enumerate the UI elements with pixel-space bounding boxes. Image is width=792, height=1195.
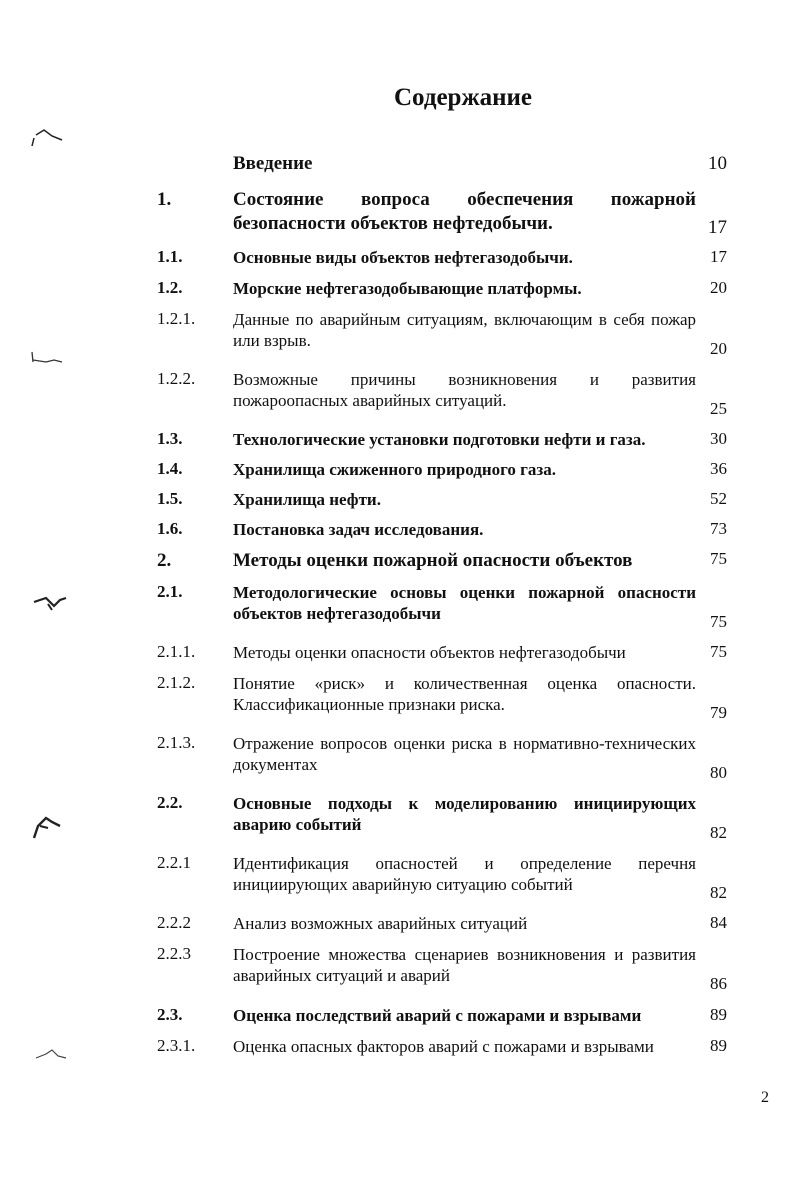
toc-entry-title: Построение множества сценариев возникновения и развития аварийных ситуаций и аварий xyxy=(233,945,696,985)
toc-entry-title: Состояние вопроса обеспечения пожарной безопасности объектов нефтедобычи. xyxy=(233,189,696,234)
toc-entry-number: 1.4. xyxy=(157,459,183,478)
toc-entry-title: Технологические установки подготовки нефти и газа. xyxy=(233,430,646,449)
toc-entry-page: 75 xyxy=(710,612,727,631)
toc-entry-title: Методы оценки опасности объектов нефтегазодобычи xyxy=(233,643,626,662)
toc-entry-page: 30 xyxy=(710,429,727,448)
toc-entry-number: 1.2. xyxy=(157,278,183,297)
toc-entry-page: 89 xyxy=(710,1036,727,1055)
toc-entry-number: 2. xyxy=(157,550,172,571)
toc-entry-number: 1. xyxy=(157,189,172,210)
toc-entry-page: 75 xyxy=(710,642,727,661)
toc-entry-title: Понятие «риск» и количественная оценка опасности. Классификационные признаки риска. xyxy=(233,674,696,714)
toc-entry-title: Данные по аварийным ситуациям, включающим в себя пожар или взрыв. xyxy=(233,310,696,350)
toc-entry-number: 1.3. xyxy=(157,429,183,448)
toc-entry-number: 2.2.3 xyxy=(157,944,191,963)
toc-entry-number: 2.1. xyxy=(157,582,183,601)
toc-entry-number: 2.1.1. xyxy=(157,642,196,661)
toc-entry-page: 79 xyxy=(710,703,727,722)
toc-entry-title: Анализ возможных аварийных ситуаций xyxy=(233,914,528,933)
toc-entry-page: 25 xyxy=(710,399,727,418)
toc-entry-page: 73 xyxy=(710,519,727,538)
toc-entry-title: Методологические основы оценки пожарной опасности объектов нефтегазодобычи xyxy=(233,583,696,623)
toc-entry-title: Оценка последствий аварий с пожарами и взрывами xyxy=(233,1006,642,1025)
toc-entry-page: 20 xyxy=(710,278,727,297)
toc-entry-title: Оценка опасных факторов аварий с пожарами и взрывами xyxy=(233,1037,654,1056)
page-number: 2 xyxy=(761,1089,769,1106)
scan-mark xyxy=(32,592,68,616)
toc-entry-page: 17 xyxy=(708,217,727,238)
toc-entry-page: 10 xyxy=(708,153,727,174)
toc-entry-title: Постановка задач исследования. xyxy=(233,520,484,539)
scan-mark xyxy=(30,812,66,842)
toc-entry-number: 1.6. xyxy=(157,519,183,538)
toc-entry-number: 2.2.2 xyxy=(157,913,191,932)
toc-entry-number: 2.3.1. xyxy=(157,1036,196,1055)
toc-entry-page: 17 xyxy=(710,247,727,266)
toc-entry-title: Морские нефтегазодобывающие платформы. xyxy=(233,279,582,298)
toc-entry-page: 20 xyxy=(710,339,727,358)
toc-entry-number: 2.1.2. xyxy=(157,673,196,692)
toc-entry-page: 89 xyxy=(710,1005,727,1024)
toc-entry-number: 2.3. xyxy=(157,1005,183,1024)
toc-entry-number: 2.1.3. xyxy=(157,733,196,752)
toc-entry-page: 82 xyxy=(710,823,727,842)
toc-entry-title: Основные виды объектов нефтегазодобычи. xyxy=(233,248,573,267)
scan-mark xyxy=(28,348,64,368)
toc-entry-page: 82 xyxy=(710,883,727,902)
toc-entry-number: 1.2.2. xyxy=(157,369,196,388)
toc-entry-title: Хранилища нефти. xyxy=(233,490,381,509)
toc-entry-number: 2.2.1 xyxy=(157,853,191,872)
scan-mark xyxy=(34,1044,68,1064)
toc-entry-title: Отражение вопросов оценки риска в нормативно-технических документах xyxy=(233,734,696,774)
scan-mark xyxy=(28,126,64,150)
toc-entry-page: 84 xyxy=(710,913,727,932)
toc-entry-number: 1.1. xyxy=(157,247,183,266)
toc-entry-title: Хранилища сжиженного природного газа. xyxy=(233,460,556,479)
toc-entry-title: Возможные причины возникновения и развития пожароопасных аварийных ситуаций. xyxy=(233,370,696,410)
toc-entry-title: Введение xyxy=(233,153,313,174)
toc-entry-page: 86 xyxy=(710,974,727,993)
page-title: Содержание xyxy=(393,84,532,111)
toc-entry-page: 75 xyxy=(710,549,727,568)
toc-entry-title: Методы оценки пожарной опасности объектов xyxy=(233,550,633,571)
toc-entry-number: 1.2.1. xyxy=(157,309,196,328)
toc-entry-number: 1.5. xyxy=(157,489,183,508)
toc-entry-page: 36 xyxy=(710,459,727,478)
toc-entry-number: 2.2. xyxy=(157,793,183,812)
toc-entry-page: 52 xyxy=(710,489,727,508)
toc-entry-title: Основные подходы к моделированию инициирующих аварию событий xyxy=(233,794,696,834)
toc-entry-page: 80 xyxy=(710,763,727,782)
toc-entry-title: Идентификация опасностей и определение перечня инициирующих аварийную ситуацию событий xyxy=(233,854,696,894)
